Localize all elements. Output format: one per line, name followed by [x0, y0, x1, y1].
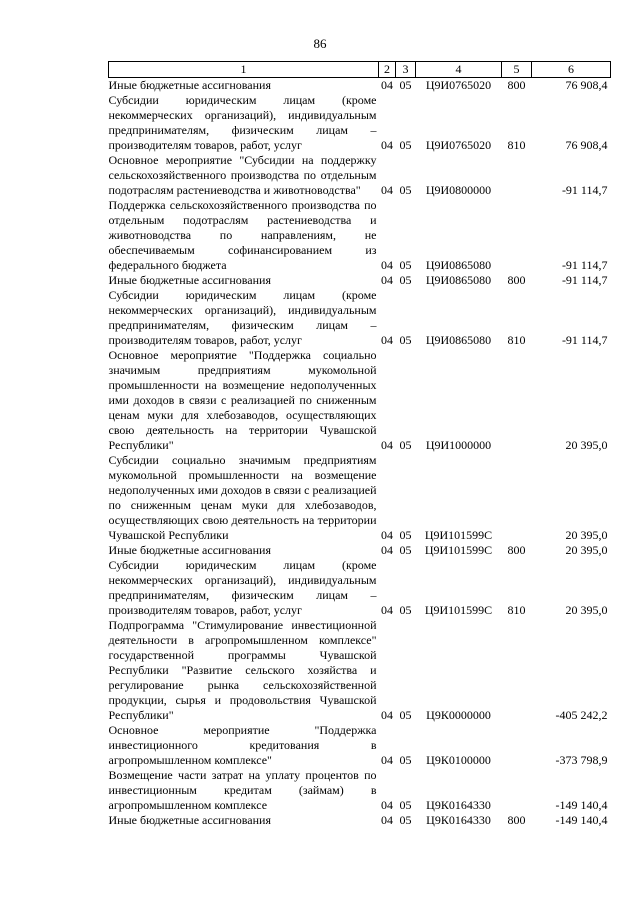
table-row	[109, 78, 611, 94]
row-name: Подпрограмма "Стимулирование инвестиционной деятельности в агропромышленном комплексе" государственной программы Чувашской Республики "Развитие сельского хозяйства и регулирование рынка сельскохозяйственной продукции, сырья и продовольствия Чувашской Республики"	[108, 618, 377, 722]
row-target-code: Ц9К0164330	[426, 798, 491, 812]
row-expense-type	[502, 453, 532, 543]
row-expense-type: 800	[507, 78, 526, 92]
header-col-2: 2	[379, 62, 396, 78]
row-name: Поддержка сельскохозяйственного производства по отдельным подотраслям растениеводства и животноводства по направлениям, не обеспечиваемым софинансированием из федерального бюджета	[108, 198, 377, 272]
row-subsection: 05	[399, 528, 412, 542]
row-name: Иные бюджетные ассигнования	[108, 813, 271, 827]
table-row	[109, 93, 611, 153]
row-section: 04	[381, 438, 393, 452]
row-target-code: Ц9И101599С	[424, 543, 493, 557]
table-row	[109, 288, 611, 348]
row-amount: -91 114,7	[561, 333, 608, 347]
row-amount: 20 395,0	[565, 603, 608, 617]
table-row	[109, 453, 611, 543]
row-target-code: Ц9И0765020	[425, 138, 492, 152]
table-header	[109, 62, 611, 78]
row-amount: -405 242,2	[555, 708, 608, 722]
row-subsection: 05	[399, 273, 412, 287]
row-target-code: Ц9И1000000	[425, 438, 492, 452]
row-amount: 76 908,4	[565, 138, 608, 152]
row-expense-type: 800	[507, 813, 526, 827]
row-amount: 76 908,4	[565, 78, 608, 92]
row-target-code: Ц9К0000000	[426, 708, 491, 722]
row-expense-type: 800	[507, 273, 526, 287]
row-amount: -149 140,4	[555, 813, 608, 827]
row-amount: -149 140,4	[555, 798, 608, 812]
table-row	[109, 723, 611, 768]
row-section: 04	[381, 138, 393, 152]
row-amount: -373 798,9	[555, 753, 608, 767]
row-name: Иные бюджетные ассигнования	[108, 543, 271, 557]
row-subsection: 05	[399, 813, 412, 827]
row-subsection: 05	[399, 753, 412, 767]
row-expense-type: 810	[507, 138, 526, 152]
row-subsection: 05	[399, 183, 412, 197]
row-section: 04	[381, 708, 393, 722]
row-subsection: 05	[399, 603, 412, 617]
row-subsection: 05	[399, 138, 412, 152]
row-subsection: 05	[399, 438, 412, 452]
table-row	[109, 558, 611, 618]
header-col-4: 4	[416, 62, 502, 78]
row-amount: -91 114,7	[561, 183, 608, 197]
table-row	[109, 348, 611, 453]
row-subsection: 05	[399, 78, 412, 92]
row-section: 04	[381, 528, 393, 542]
row-target-code: Ц9И0865080	[425, 273, 492, 287]
row-name: Иные бюджетные ассигнования	[108, 273, 271, 287]
page-number: 86	[313, 36, 327, 51]
row-amount: 20 395,0	[565, 438, 608, 452]
table-body	[109, 78, 611, 829]
row-expense-type	[502, 198, 532, 273]
row-amount: -91 114,7	[561, 273, 608, 287]
row-name: Иные бюджетные ассигнования	[108, 78, 271, 92]
row-expense-type	[502, 768, 532, 813]
row-expense-type: 810	[507, 603, 526, 617]
row-expense-type	[502, 618, 532, 723]
table-row	[109, 198, 611, 273]
table-row	[109, 153, 611, 198]
row-target-code: Ц9И0800000	[425, 183, 492, 197]
row-expense-type	[502, 723, 532, 768]
row-target-code: Ц9К0164330	[426, 813, 491, 827]
table-row	[109, 813, 611, 828]
row-name: Субсидии юридическим лицам (кроме некоммерческих организаций), индивидуальным предпринимателям, физическим лицам – производителям товаров, работ, услуг	[108, 558, 377, 617]
table-row	[109, 273, 611, 288]
row-expense-type: 800	[507, 543, 526, 557]
row-section: 04	[381, 258, 393, 272]
row-expense-type	[502, 153, 532, 198]
row-subsection: 05	[399, 708, 412, 722]
row-expense-type	[502, 348, 532, 453]
row-section: 04	[381, 333, 393, 347]
row-target-code: Ц9И0765020	[425, 78, 492, 92]
row-name: Основное мероприятие "Поддержка социально значимым предприятиям мукомольной промышленности на возмещение недополученных ими доходов в связи с реализацией по сниженным ценам муки для хлебозаводов, осуществляющих свою деятельность на территории Чувашской Республики"	[108, 348, 377, 452]
header-col-6: 6	[532, 62, 611, 78]
row-section: 04	[381, 753, 393, 767]
row-name: Субсидии юридическим лицам (кроме некоммерческих организаций), индивидуальным предпринимателям, физическим лицам – производителям товаров, работ, услуг	[108, 288, 377, 347]
row-section: 04	[381, 603, 393, 617]
row-target-code: Ц9И101599С	[424, 528, 493, 542]
header-col-5: 5	[502, 62, 532, 78]
budget-table	[108, 61, 611, 828]
row-section: 04	[381, 543, 393, 557]
header-col-1: 1	[109, 62, 379, 78]
row-subsection: 05	[399, 258, 412, 272]
row-amount: -91 114,7	[561, 258, 608, 272]
row-name: Основное мероприятие "Субсидии на поддержку сельскохозяйственного производства по отдельным подотраслям растениеводства и животноводства"	[108, 153, 377, 197]
row-amount: 20 395,0	[565, 543, 608, 557]
row-expense-type: 810	[507, 333, 526, 347]
row-section: 04	[381, 78, 393, 92]
row-name: Возмещение части затрат на уплату процентов по инвестиционным кредитам (займам) в агропромышленном комплексе	[108, 768, 377, 812]
row-subsection: 05	[399, 798, 412, 812]
row-section: 04	[381, 273, 393, 287]
table-row	[109, 768, 611, 813]
row-name: Основное мероприятие "Поддержка инвестиционного кредитования в агропромышленном комплексе"	[108, 723, 377, 767]
row-subsection: 05	[399, 333, 412, 347]
row-amount: 20 395,0	[565, 528, 608, 542]
row-target-code: Ц9И0865080	[425, 333, 492, 347]
row-target-code: Ц9И0865080	[425, 258, 492, 272]
header-col-3: 3	[396, 62, 416, 78]
row-target-code: Ц9К0100000	[426, 753, 491, 767]
row-subsection: 05	[399, 543, 412, 557]
row-target-code: Ц9И101599С	[424, 603, 493, 617]
row-name: Субсидии социально значимым предприятиям мукомольной промышленности на возмещение недополученных ими доходов в связи с реализацией по сниженным ценам муки для хлебозаводов, осуществляющих свою деятельность на территории Чувашской Республики	[108, 453, 377, 542]
row-section: 04	[381, 798, 393, 812]
row-section: 04	[381, 183, 393, 197]
table-row	[109, 543, 611, 558]
table-row	[109, 618, 611, 723]
row-section: 04	[381, 813, 393, 827]
row-name: Субсидии юридическим лицам (кроме некоммерческих организаций), индивидуальным предпринимателям, физическим лицам – производителям товаров, работ, услуг	[108, 93, 377, 152]
